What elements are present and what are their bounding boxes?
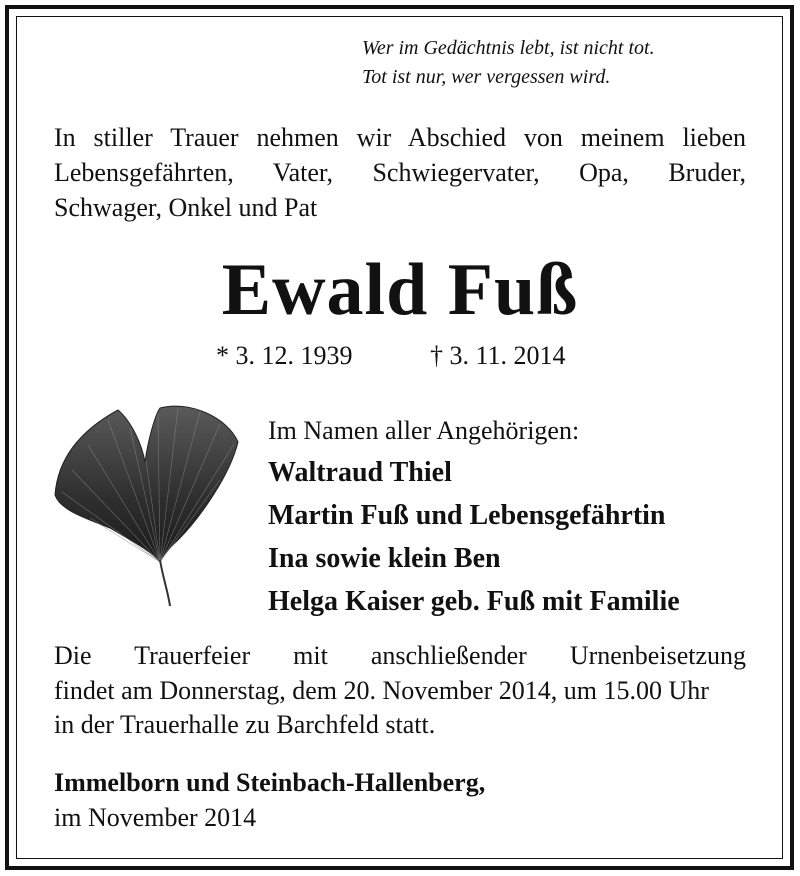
intro-line-1: In stiller Trauer nehmen wir Abschied von meinem lieben bbox=[54, 123, 746, 152]
mourner-name: Waltraud Thiel bbox=[268, 457, 452, 488]
death-date: † 3. 11. 2014 bbox=[430, 341, 566, 370]
intro-line-2: Lebensgefährten, Vater, Schwiegervater, Opa, Bruder, bbox=[54, 158, 746, 187]
ceremony-line-2: findet am Donnerstag, dem 20. November 2014, um 15.00 Uhr bbox=[54, 676, 709, 705]
deceased-name: Ewald Fuß bbox=[221, 249, 579, 331]
ceremony-line-3: in der Trauerhalle zu Barchfeld statt. bbox=[54, 710, 436, 739]
birth-date: * 3. 12. 1939 bbox=[216, 341, 353, 370]
motto-line-2: Tot ist nur, wer vergessen wird. bbox=[362, 66, 611, 88]
mourner-name: Martin Fuß und Lebensgefährtin bbox=[268, 500, 666, 531]
ginkgo-leaf-icon bbox=[50, 400, 245, 610]
intro-line-3: Schwager, Onkel und Pat bbox=[54, 193, 318, 222]
footer-place: Immelborn und Steinbach-Hallenberg, bbox=[54, 768, 486, 797]
mourner-name: Ina sowie klein Ben bbox=[268, 543, 501, 574]
motto-line-1: Wer im Gedächtnis lebt, ist nicht tot. bbox=[362, 37, 655, 59]
mourner-name: Helga Kaiser geb. Fuß mit Familie bbox=[268, 586, 680, 617]
mourners-heading: Im Namen aller Angehörigen: bbox=[268, 416, 580, 445]
ceremony-line-1: Die Trauerfeier mit anschließender Urnenbeisetzung bbox=[54, 641, 746, 670]
footer-date: im November 2014 bbox=[54, 803, 257, 832]
